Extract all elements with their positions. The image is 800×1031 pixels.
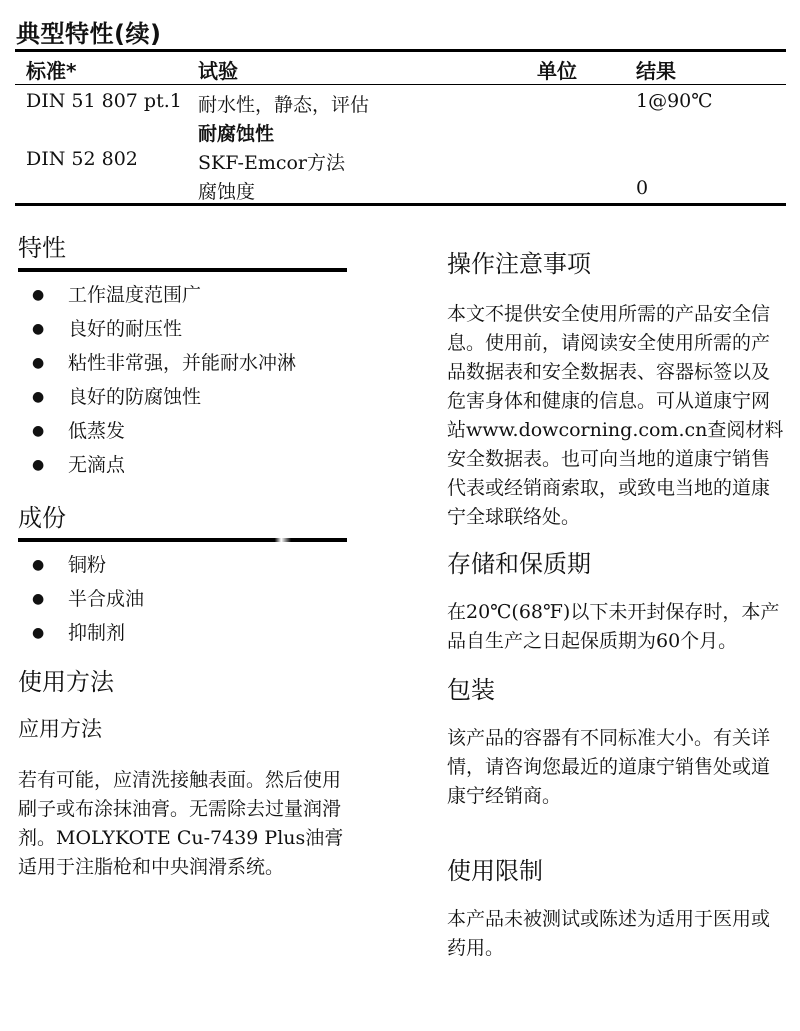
- header-standard: 标准*: [26, 59, 77, 83]
- list-item: ● 工作温度范围广: [18, 278, 358, 312]
- bullet-icon: ●: [32, 457, 45, 473]
- bullet-icon: ●: [32, 321, 45, 337]
- list-item: ● 半合成油: [18, 582, 358, 616]
- limitations-text: 本产品未被测试或陈述为适用于医用或药用。: [447, 908, 771, 959]
- bullet-icon: ●: [32, 287, 45, 303]
- limitations-title: 使用限制: [447, 857, 543, 885]
- bullet-icon: ●: [32, 625, 45, 641]
- list-item: ● 粘性非常强，并能耐水冲淋: [18, 346, 358, 380]
- right-column: [447, 248, 787, 963]
- left-column: [18, 232, 358, 882]
- bullet-icon: ●: [32, 591, 45, 607]
- table-header-rule: [15, 84, 786, 85]
- header-result: 结果: [636, 59, 676, 83]
- packaging-title: 包装: [447, 676, 495, 704]
- header-test: 试验: [198, 59, 238, 83]
- table-bottom-rule: [15, 203, 786, 206]
- usage-text: 若有可能，应清洗接触表面。然后使用刷子或布涂抹油膏。无需除去过量润滑剂。MOLYKOTE Cu-7439 Plus油膏适用于注脂枪和中央润滑系统。: [18, 769, 344, 878]
- cell-result: 1@90℃: [636, 90, 713, 112]
- packaging-text: 该产品的容器有不同标准大小。有关详情，请咨询您最近的道康宁销售处或道康宁经销商。: [447, 727, 771, 807]
- composition-section: [18, 502, 358, 650]
- list-item: ● 抑制剂: [18, 616, 358, 650]
- usage-section: [18, 666, 358, 882]
- cell-test: 耐水性，静态，评估: [198, 94, 370, 116]
- handling-section: [447, 248, 787, 532]
- page-title: 典型特性(续): [16, 20, 162, 48]
- features-list: [18, 278, 358, 482]
- cell-standard: DIN 52 802: [26, 148, 138, 170]
- storage-section: [447, 548, 787, 656]
- features-section: [18, 232, 358, 482]
- bullet-icon: ●: [32, 423, 45, 439]
- features-title-bar: [18, 268, 347, 272]
- packaging-section: [447, 674, 787, 811]
- table-top-rule: [15, 49, 786, 52]
- list-item: ● 良好的耐压性: [18, 312, 358, 346]
- usage-title: 使用方法: [18, 668, 114, 696]
- list-item: ● 低蒸发: [18, 414, 358, 448]
- cell-test: 腐蚀度: [198, 181, 256, 203]
- storage-text: 在20℃(68℉)以下未开封保存时，本产品自生产之日起保质期为60个月。: [447, 601, 780, 652]
- handling-text: 本文不提供安全使用所需的产品安全信息。使用前，请阅读安全使用所需的产品数据表和安全数据表、容器标签以及危害身体和健康的信息。可从道康宁网站www.dowcorning.com.cn查阅材料安全数据表。也可向当地的道康宁销售代表或经销商索取，或致电当地的道康宁全球联络处。: [447, 303, 784, 528]
- composition-title-bar: [18, 538, 347, 542]
- usage-subtitle: 应用方法: [18, 717, 102, 741]
- cell-standard: DIN 51 807 pt.1: [26, 90, 182, 112]
- bullet-icon: ●: [32, 389, 45, 405]
- bullet-icon: ●: [32, 355, 45, 371]
- cell-test: 耐腐蚀性: [198, 123, 275, 145]
- bullet-icon: ●: [32, 557, 45, 573]
- cell-result: 0: [636, 177, 649, 199]
- list-item: ● 铜粉: [18, 548, 358, 582]
- limitations-section: [447, 855, 787, 963]
- list-item: ● 良好的防腐蚀性: [18, 380, 358, 414]
- composition-title: 成份: [18, 504, 66, 532]
- cell-test: SKF-Emcor方法: [198, 152, 346, 174]
- composition-list: [18, 548, 358, 650]
- handling-title: 操作注意事项: [447, 250, 591, 278]
- features-title: 特性: [18, 234, 66, 262]
- storage-title: 存储和保质期: [447, 550, 591, 578]
- list-item: ● 无滴点: [18, 448, 358, 482]
- header-unit: 单位: [537, 59, 577, 83]
